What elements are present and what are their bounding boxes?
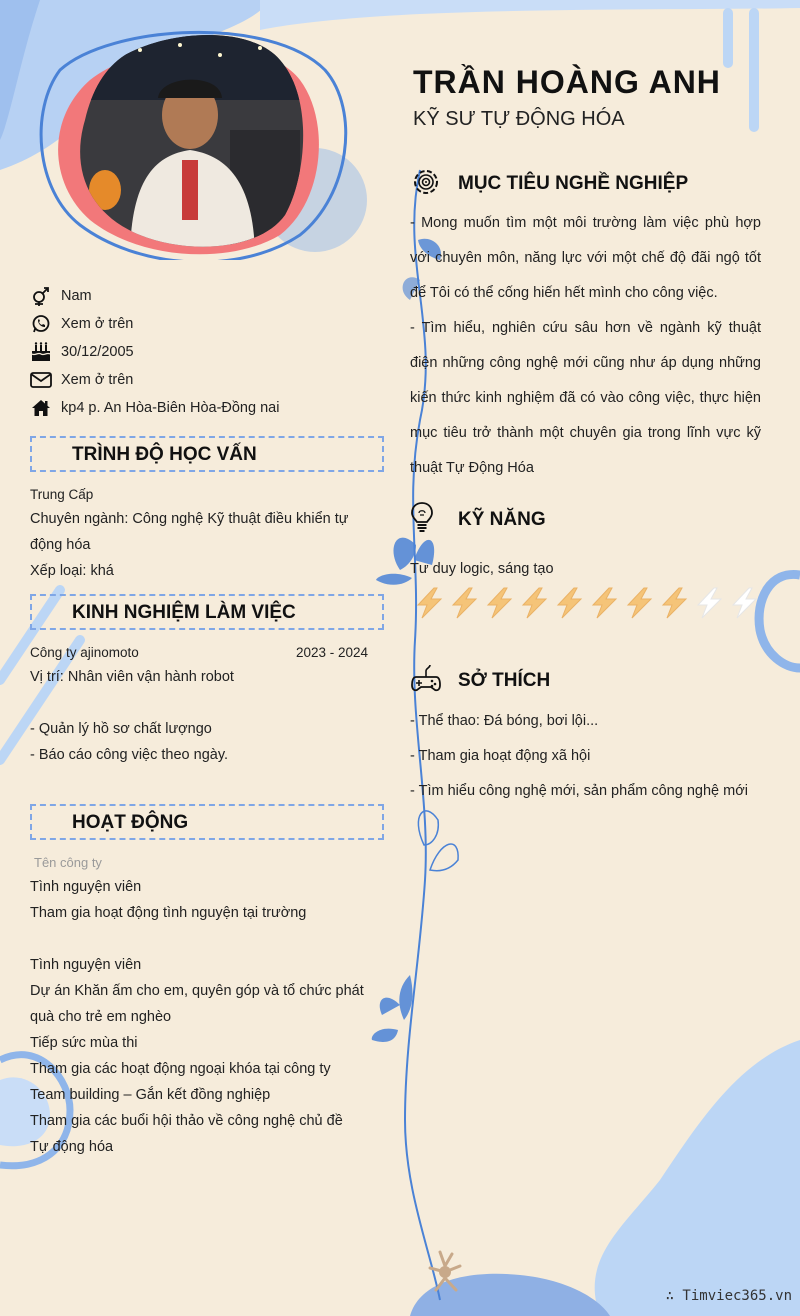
birthday-value: 30/12/2005 [61,344,134,360]
education-grade: Xếp loại: khá [30,563,114,579]
objective-paragraph-2: - Tìm hiểu, nghiên cứu sâu hơn về ngành kỹ thuật điện những công nghệ mới cũng như áp dụng những kiến thức kinh nghiệm đã có vào công việc, thực hiện mục tiêu trở thành một chuyên gia trong lĩnh vực kỹ thuật Tự Động Hóa [410,320,761,476]
activity-line: Tình nguyện viên [30,957,142,973]
home-icon [30,397,52,419]
gender-icon [30,285,52,307]
whatsapp-phone-icon [30,313,52,335]
lightning-filled-icon [412,586,447,620]
activity-line: quà cho trẻ em nghèo [30,1009,172,1025]
gamepad-icon [410,663,442,695]
activity-line: Tự động hóa [30,1139,114,1155]
email-value: Xem ở trên [61,372,134,388]
hobbies-heading: SỞ THÍCH [458,670,551,691]
lightning-filled-icon [447,586,482,620]
experience-duty: - Báo cáo công việc theo ngày. [30,747,229,763]
contact-phone [30,311,133,337]
lightning-filled-icon [587,586,622,620]
activity-line: Tình nguyện viên [30,879,142,895]
activity-line: Team building – Gắn kết đồng nghiệp [30,1087,271,1103]
activities-company-placeholder: Tên công ty [34,855,102,870]
lightning-filled-icon [482,586,517,620]
activity-line: Dự án Khăn ấm cho em, quyên góp và tổ chức phát [30,983,364,999]
education-heading: TRÌNH ĐỘ HỌC VẤN [72,444,257,465]
target-gear-icon [410,166,442,198]
lightning-filled-icon [517,586,552,620]
activities-heading: HOẠT ĐỘNG [72,812,189,833]
address-value: kp4 p. An Hòa-Biên Hòa-Đồng nai [61,400,280,416]
lightning-empty-icon [692,586,727,620]
gender-value: Nam [61,288,92,304]
activity-line: Tham gia hoạt động tình nguyện tại trường [30,905,307,921]
experience-duty: - Quản lý hồ sơ chất lượngo [30,721,212,737]
contact-birthday [30,339,134,365]
lightning-filled-icon [622,586,657,620]
full-name: TRẦN HOÀNG ANH [413,64,721,100]
avatar-photo [30,20,350,260]
lightning-empty-icon [727,586,762,620]
hobby-item: - Tìm hiểu công nghệ mới, sản phẩm công nghệ mới [410,783,748,799]
activities-heading-box [30,804,384,840]
objective-paragraph-1: - Mong muốn tìm một môi trường làm việc phù hợp với chuyên môn, năng lực với một chế độ đãi ngộ tốt để Tôi có thể cống hiến hết mình cho công việc. [410,215,761,301]
skill-name: Tư duy logic, sáng tạo [410,561,554,577]
contact-gender [30,283,92,309]
skill-rating [412,586,762,622]
experience-heading: KINH NGHIỆM LÀM VIỆC [72,602,296,623]
job-title: KỸ SƯ TỰ ĐỘNG HÓA [413,108,625,130]
experience-period: 2023 - 2024 [296,645,369,660]
activity-line: Tham gia các buổi hội thảo về công nghệ chủ đề [30,1113,343,1129]
objective-heading: MỤC TIÊU NGHỀ NGHIỆP [458,173,689,194]
education-major-line1: Chuyên ngành: Công nghệ Kỹ thuật điều khiển tự [30,511,349,527]
contact-address [30,395,279,421]
phone-value: Xem ở trên [61,316,134,332]
experience-company: Công ty ajinomoto [30,645,139,660]
birthday-cake-icon [30,341,52,363]
hobby-item: - Thể thao: Đá bóng, bơi lội... [410,713,599,729]
footer-brand: ∴ Timviec365.vn [665,1288,792,1304]
activity-line: Tham gia các hoạt động ngoại khóa tại công ty [30,1061,331,1077]
experience-position: Vị trí: Nhân viên vận hành robot [30,669,234,685]
education-heading-box [30,436,384,472]
lightning-filled-icon [552,586,587,620]
activity-line: Tiếp sức mùa thi [30,1035,138,1051]
education-level: Trung Cấp [30,487,94,502]
hobby-item: - Tham gia hoạt động xã hội [410,748,591,764]
email-envelope-icon [30,369,52,391]
experience-heading-box [30,594,384,630]
contact-email [30,367,133,393]
skills-heading: KỸ NĂNG [458,509,546,530]
lightbulb-icon [410,501,434,533]
education-major-line2: động hóa [30,537,91,553]
lightning-filled-icon [657,586,692,620]
